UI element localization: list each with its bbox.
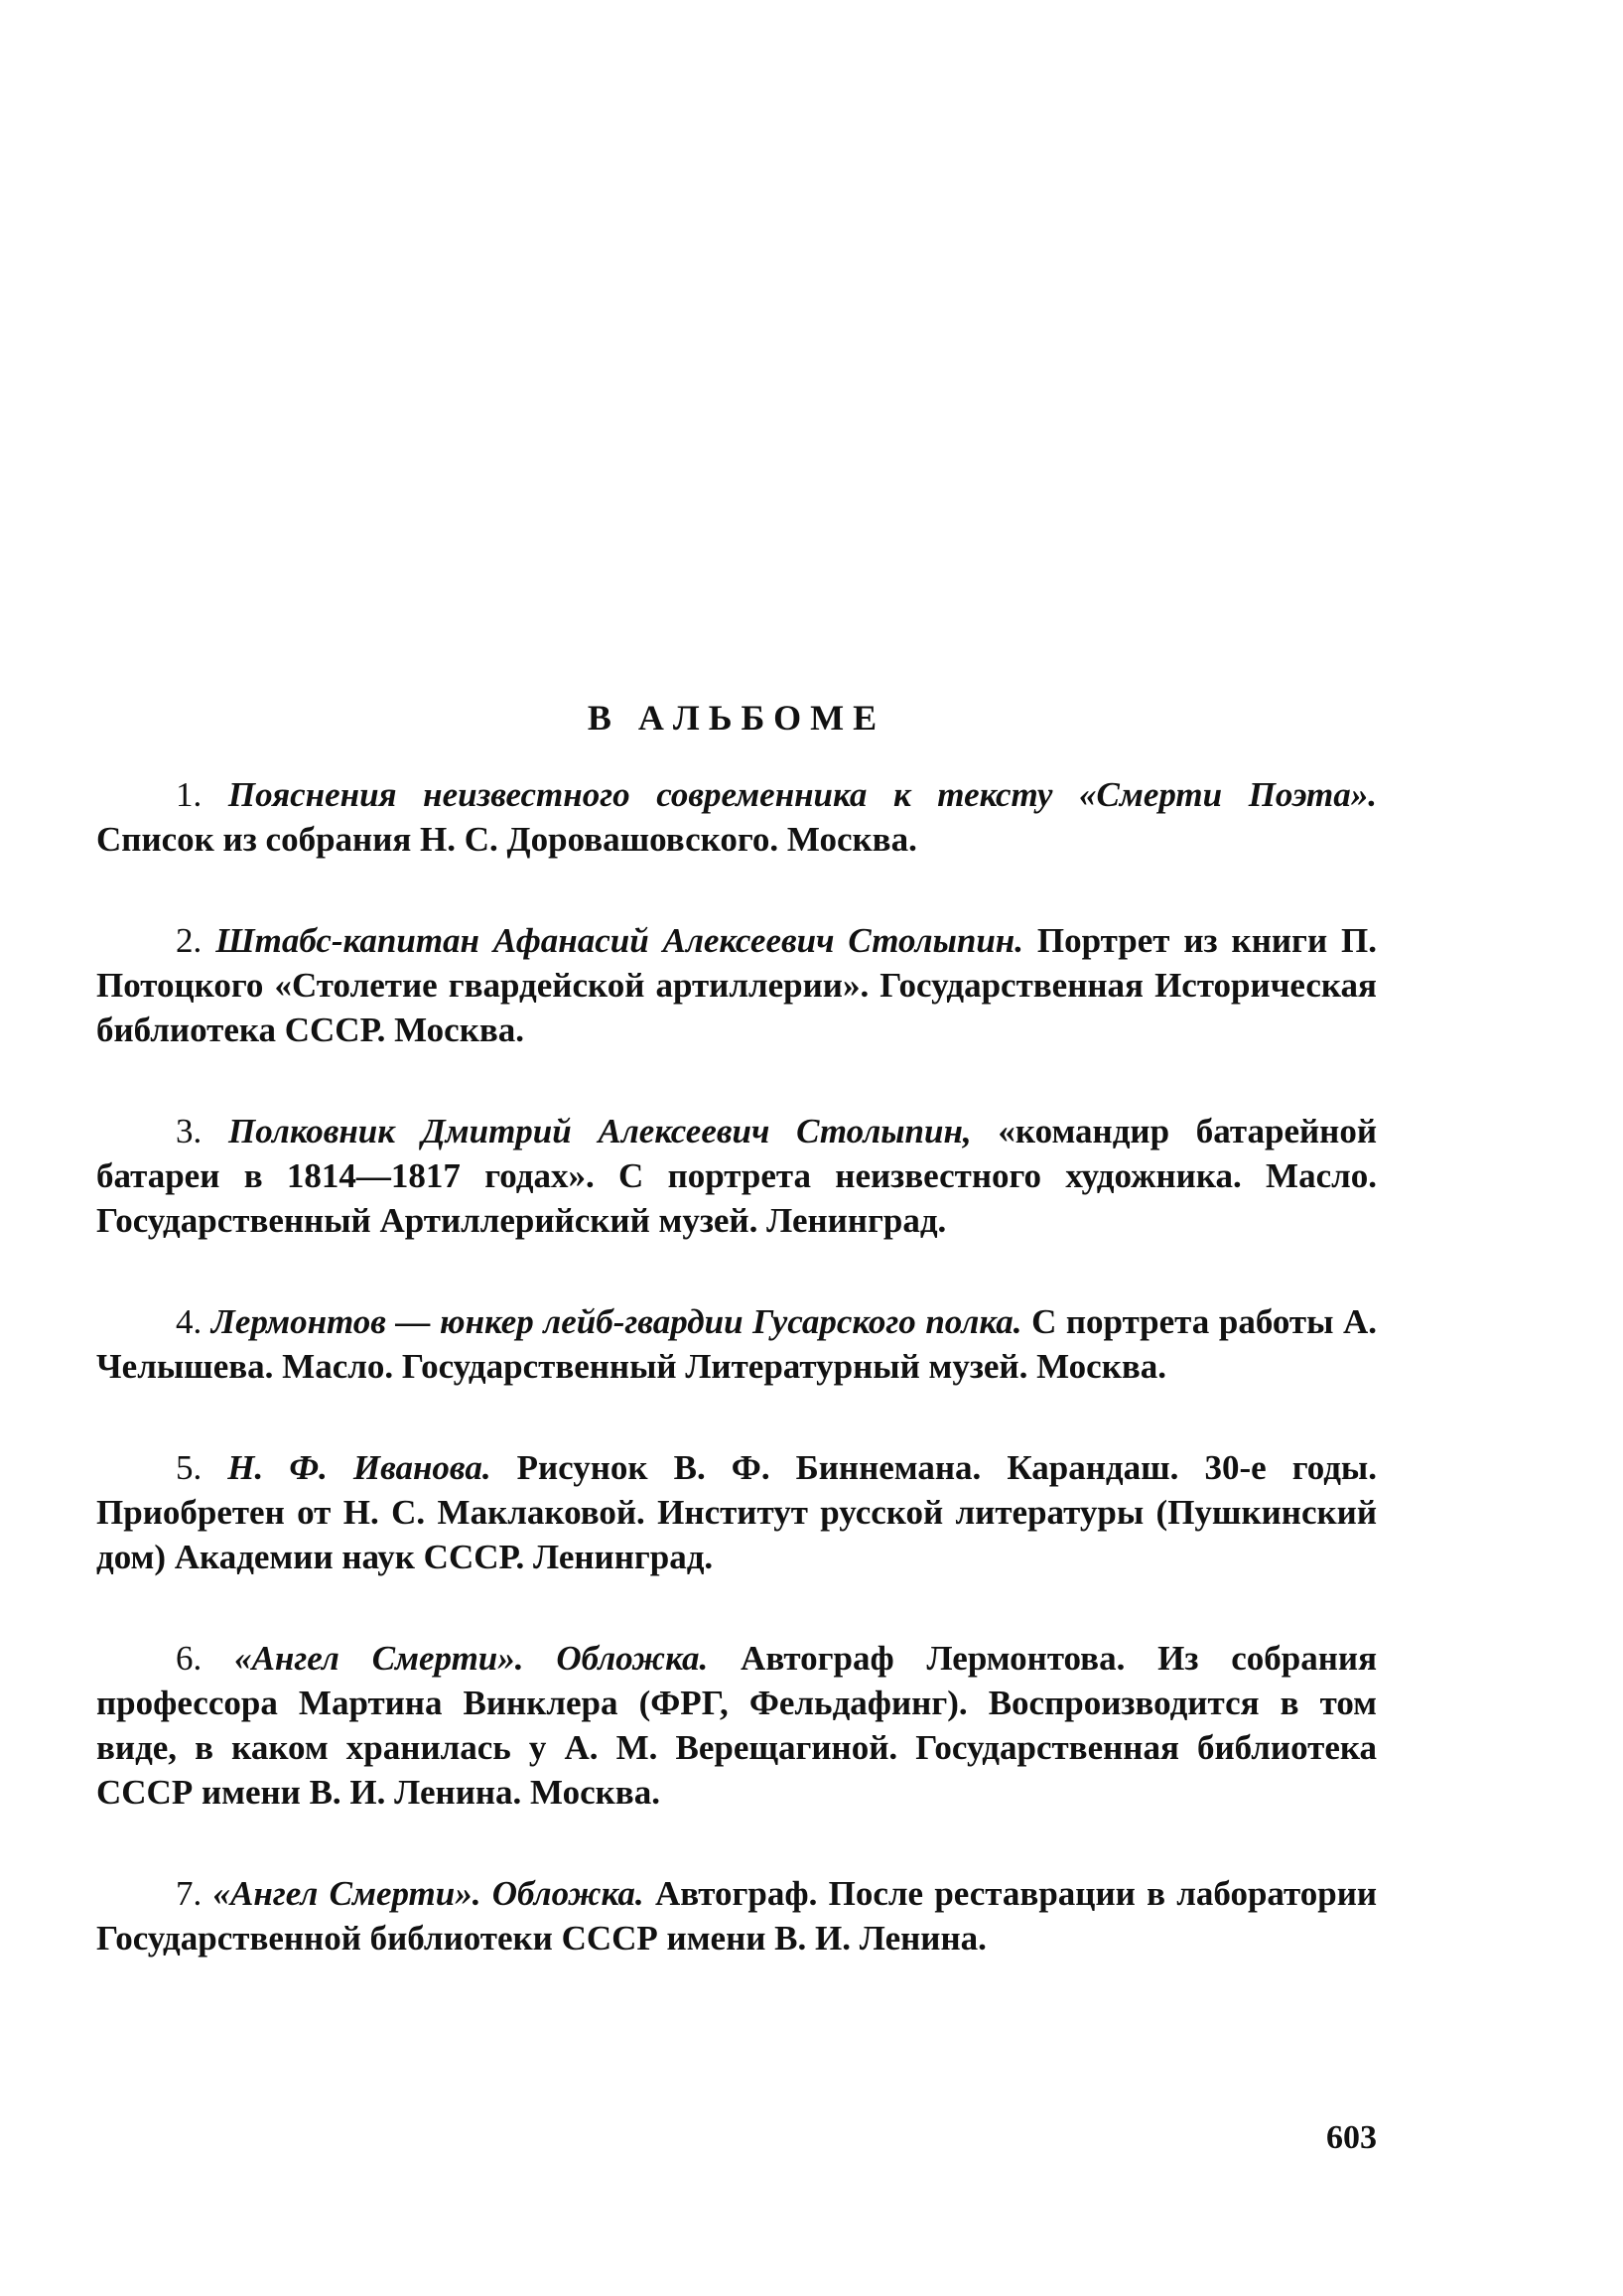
entry-title: Н. Ф. Иванова. (227, 1448, 491, 1487)
entry-title: Штабс-капитан Афанасий Алексеевич Столыпин. (215, 921, 1023, 960)
album-entry (96, 1871, 1377, 1960)
entry-number: 2. (176, 921, 203, 960)
entry-number: 1. (176, 775, 203, 814)
entry-title: «Ангел Смерти». Обложка. (234, 1639, 709, 1678)
entry-description: Автограф. После реставрации в лаборатории Государственной библиотеки СССР имени В. И. Ленина. (96, 1874, 1378, 1958)
album-entries-list (96, 772, 1377, 2017)
entry-title: Полковник Дмитрий Алексеевич Столыпин, (228, 1112, 972, 1150)
album-entry (96, 918, 1377, 1052)
entry-description: Список из собрания Н. С. Доровашовского. Москва. (96, 820, 917, 859)
entry-number: 5. (176, 1448, 203, 1487)
page-number: 603 (1326, 2119, 1377, 2156)
entry-description: Автограф Лермонтова. Из собрания профессора Мартина Винклера (ФРГ, Фельдафинг). Воспроизводится в том виде, в каком хранилась у А. М. Верещагиной. Государственная библиотека СССР имени В. И. Ленина. Москва. (96, 1639, 1377, 1812)
album-entry (96, 1445, 1377, 1579)
entry-title: Лермонтов — юнкер лейб-гвардии Гусарского полка. (210, 1302, 1022, 1341)
album-entry (96, 1636, 1377, 1815)
entry-number: 7. (176, 1874, 203, 1913)
entry-description: «командир батарейной батареи в 1814—1817 годах». С портрета неизвестного художника. Масло. Государственный Артиллерийский музей. Ленинград. (96, 1112, 1378, 1240)
entry-number: 4. (176, 1302, 203, 1341)
album-entry (96, 1109, 1377, 1243)
entry-description: Портрет из книги П. Потоцкого «Столетие гвардейской артиллерии». Государственная Историческая библиотека СССР. Москва. (96, 921, 1378, 1049)
album-entry (96, 1299, 1377, 1389)
album-entry (96, 772, 1377, 862)
entry-title: Пояснения неизвестного современника к тексту «Смерти Поэта». (227, 775, 1377, 814)
document-page (96, 0, 1377, 2296)
section-title: В АЛЬБОМЕ (587, 698, 886, 738)
entry-description: С портрета работы А. Челышева. Масло. Государственный Литературный музей. Москва. (96, 1302, 1378, 1386)
entry-number: 3. (176, 1112, 203, 1150)
entry-description: Рисунок В. Ф. Биннемана. Карандаш. 30-е годы. Приобретен от Н. С. Маклаковой. Институт русской литературы (Пушкинский дом) Академии наук СССР. Ленинград. (96, 1448, 1377, 1576)
entry-title: «Ангел Смерти». Обложка. (212, 1874, 644, 1913)
entry-number: 6. (176, 1639, 203, 1678)
